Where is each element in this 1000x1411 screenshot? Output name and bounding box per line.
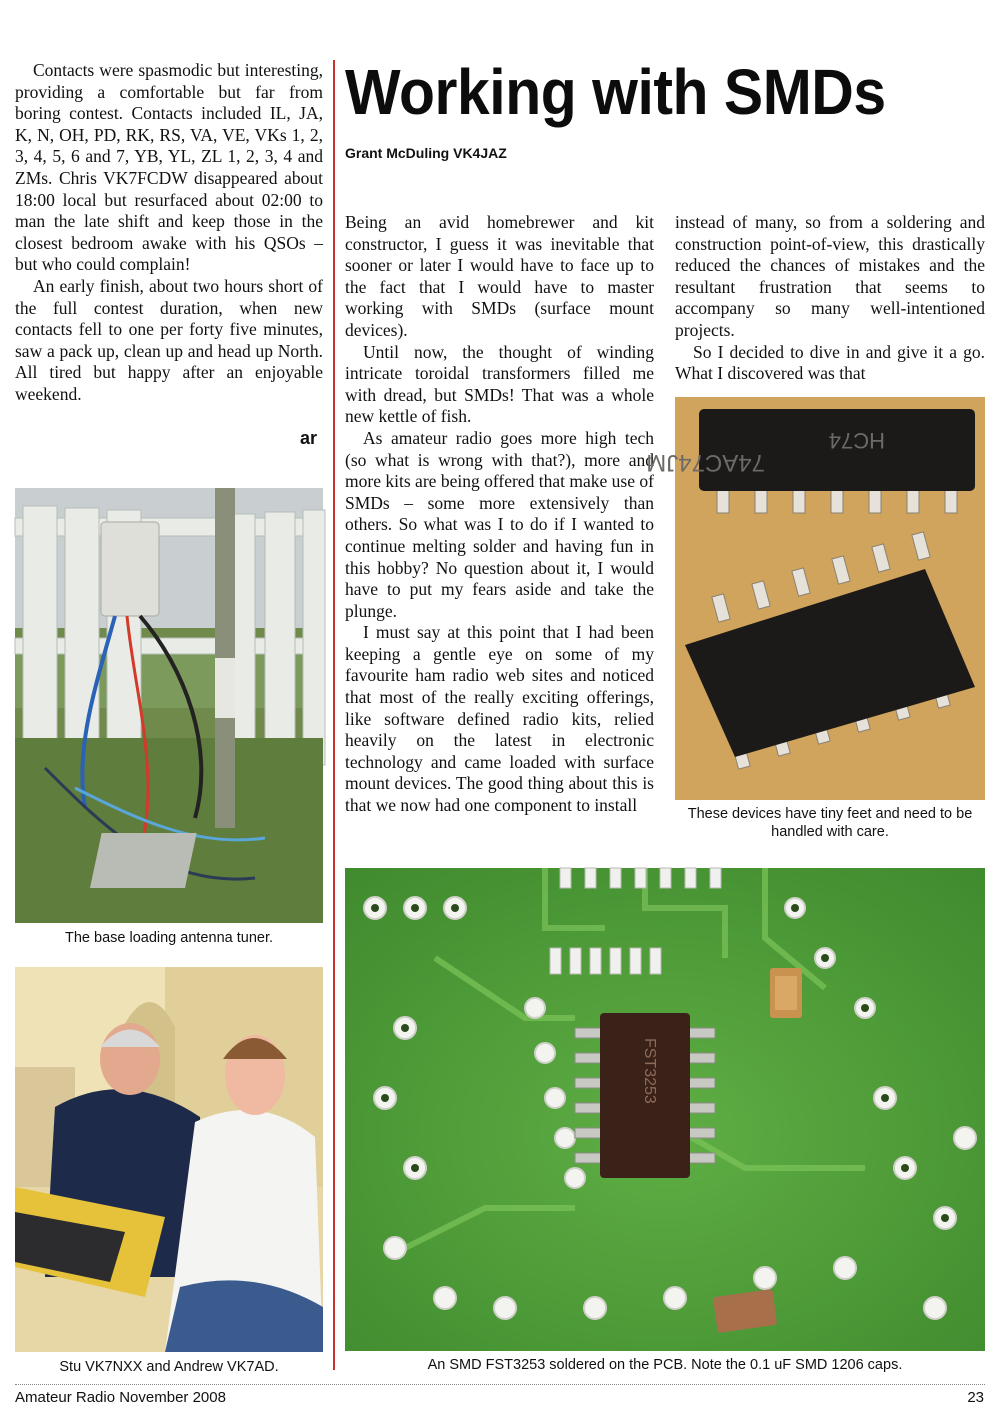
left-paragraph-1: Contacts were spasmodic but interesting, providing a comfortable but far from boring contest. Contacts included IL, JA, K, N, OH, PD, RK, RS, VA, VE, VKs 1, 2, 3, 4, 5, 6 and 7, YB, YL, ZL 1, 2, 3, 4 and ZMs. Chris VK7FCDW disappeared about 18:00 local but resurfaced about 02:00 to man the late shift and keep those in the closest bedroom awake with his QSOs – but who could complain! (15, 60, 323, 275)
pcb-photo-caption: An SMD FST3253 soldered on the PCB. Note the 0.1 uF SMD 1206 caps. (427, 1357, 903, 1373)
chip-marking-line2: 74AC74JM (646, 449, 765, 476)
article-paragraph-1: Being an avid homebrewer and kit constructor, I guess it was inevitable that sooner or later I would have to face up to the fact that I would have to master working with SMDs (surface mount devices). (345, 212, 654, 340)
article-title: Working with SMDs (345, 56, 886, 128)
pcb-photo (345, 868, 985, 1351)
article-paragraph-6: So I decided to dive in and give it a go. What I discovered was that (675, 341, 985, 384)
footer-rule (15, 1384, 985, 1385)
footer-publication: Amateur Radio November 2008 (15, 1389, 226, 1406)
right-column-text (675, 212, 985, 385)
antenna-tuner-photo (15, 488, 323, 923)
operators-photo (15, 967, 323, 1352)
page-number: 23 (967, 1389, 984, 1406)
pcb-chip-marking: FST3253 (641, 1038, 658, 1104)
chips-photo-caption: These devices have tiny feet and need to be handled with care. (687, 806, 973, 840)
article-paragraph-3: As amateur radio goes more high tech (so what is wrong with that?), more and more kits are being offered that make use of SMDs – some more extensively than others. So what was I to do if I wanted to continue melting solder and having fun in this hobby? No question about it, I would have to put my fears aside and take the plunge. (345, 427, 654, 621)
article-end-mark: ar (300, 428, 318, 448)
operators-photo-caption: Stu VK7NXX and Andrew VK7AD. (59, 1359, 279, 1375)
left-column-text (15, 60, 323, 406)
smd-chips-photo (646, 397, 985, 800)
antenna-photo-caption: The base loading antenna tuner. (65, 930, 273, 946)
middle-column-text (345, 212, 654, 817)
chip-marking-top: HC74 (828, 428, 885, 453)
article-paragraph-5: instead of many, so from a soldering and construction point-of-view, this drastically reduced the chances of mistakes and the resultant frustration that seems to accompany so many well-intentioned projects. (675, 212, 985, 340)
article-paragraph-2: Until now, the thought of winding intricate toroidal transformers filled me with dread, but SMDs! That was a whole new kettle of fish. (345, 341, 654, 427)
article-byline: Grant McDuling VK4JAZ (345, 145, 507, 161)
article-paragraph-4: I must say at this point that I had been keeping a gentle eye on some of my favourite ham radio web sites and noticed that most of the really exciting offerings, like software defined radio kits, relied heavily on the latest in electronic technology and came loaded with surface mount devices. The good thing about this is that we now had one component to install (345, 622, 654, 816)
left-paragraph-2: An early finish, about two hours short of the full contest duration, when new contacts fell to one per forty five minutes, saw a pack up, clean up and head up North. All tired but happy after an enjoyable weekend. (15, 275, 323, 404)
column-divider-rule (333, 60, 335, 1370)
